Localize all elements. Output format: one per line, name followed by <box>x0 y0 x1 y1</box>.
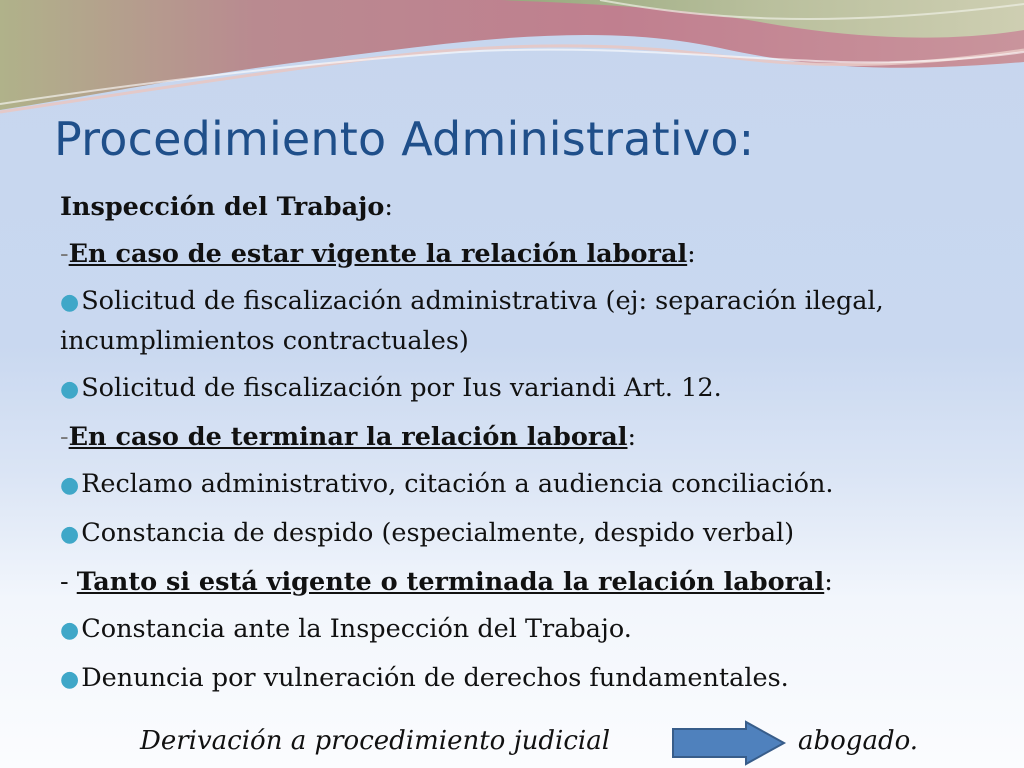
dash-marker: - <box>60 422 69 452</box>
section-colon: : <box>627 422 637 452</box>
conclusion-row <box>0 720 1024 764</box>
bullet-text-6: Denuncia por vulneración de derechos fundamentales. <box>81 663 789 693</box>
bullet-dot-icon: ● <box>60 377 80 402</box>
bullet-dot-icon: ● <box>60 522 80 547</box>
decorative-waves <box>0 0 1024 125</box>
bullet-text-4: Constancia de despido (especialmente, despido verbal) <box>81 518 795 548</box>
bullet-item-4 <box>60 514 960 554</box>
content-heading <box>60 188 960 226</box>
bullet-text-5: Constancia ante la Inspección del Trabajo. <box>81 614 632 644</box>
section-header-3 <box>60 563 960 601</box>
bullet-dot-icon: ● <box>60 667 80 692</box>
bullet-item-3 <box>60 465 960 505</box>
section-colon: : <box>687 239 696 269</box>
bullet-item-6 <box>60 659 960 699</box>
slide-title: Procedimiento Administrativo: <box>54 112 755 166</box>
bullet-item-2 <box>60 369 960 409</box>
heading-colon: : <box>384 192 393 222</box>
section-text-2: En caso de terminar la relación laboral <box>68 422 628 452</box>
dash-marker: - <box>60 239 69 269</box>
section-header-2 <box>60 418 960 456</box>
right-arrow-icon <box>670 720 788 766</box>
heading-text: Inspección del Trabajo <box>60 192 385 222</box>
conclusion-right-text: abogado. <box>798 726 919 756</box>
slide-content <box>60 188 960 699</box>
section-text-3: Tanto si está vigente o terminada la relación laboral <box>76 567 825 597</box>
section-text-1: En caso de estar vigente la relación laboral <box>68 239 688 269</box>
bullet-item-1 <box>60 282 960 360</box>
section-colon: : <box>824 567 833 597</box>
section-prefix: - <box>60 567 77 597</box>
bullet-dot-icon: ● <box>60 473 80 498</box>
section-header-1 <box>60 235 960 273</box>
bullet-item-5 <box>60 610 960 650</box>
bullet-text-1: Solicitud de fiscalización administrativa (ej: separación ilegal, incumplimientos contractuales) <box>60 286 884 356</box>
bullet-dot-icon: ● <box>60 618 80 643</box>
bullet-text-2: Solicitud de fiscalización por Ius variandi Art. 12. <box>81 373 722 403</box>
bullet-text-3: Reclamo administrativo, citación a audiencia conciliación. <box>81 469 834 499</box>
bullet-dot-icon: ● <box>60 290 80 315</box>
conclusion-left-text: Derivación a procedimiento judicial <box>140 726 611 756</box>
